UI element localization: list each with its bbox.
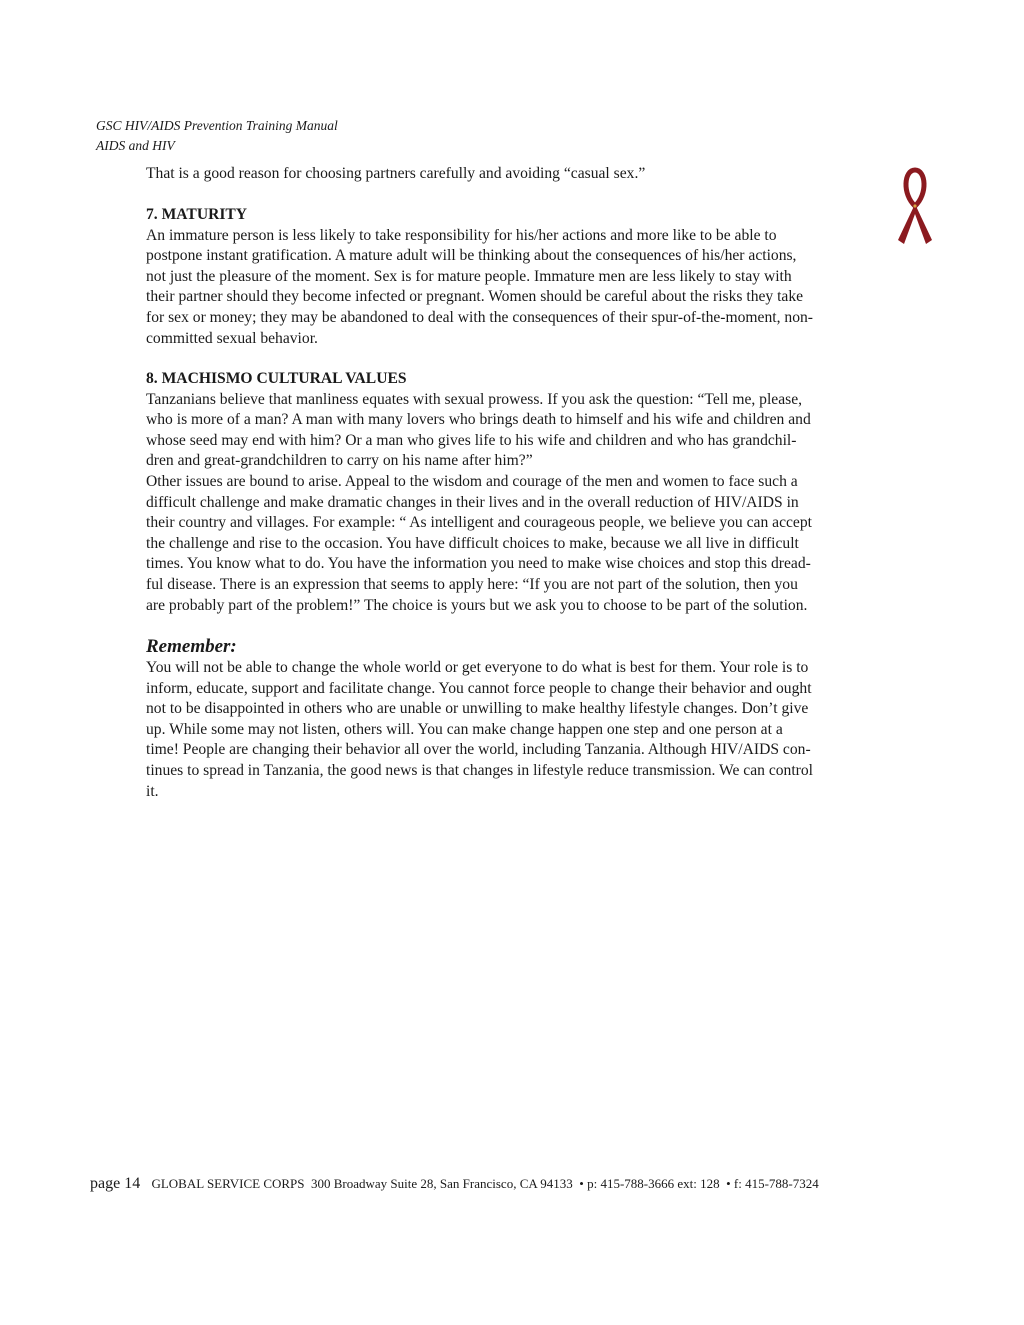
text-line: it. [146,782,159,800]
text-line: Other issues are bound to arise. Appeal to the wisdom and courage of the men and women to face such a [146,472,798,490]
intro-paragraph: That is a good reason for choosing partners carefully and avoiding “casual sex.” [146,165,646,182]
text-line: inform, educate, support and facilitate change. You cannot force people to change their behavior and ought [146,679,812,697]
running-header-chapter: AIDS and HIV [96,138,175,153]
text-line: whose seed may end with him? Or a man who gives life to his wife and children and who has grandchil- [146,431,797,449]
page-footer [90,1175,819,1193]
text-line: dren and great-grandchildren to carry on his name after him?” [146,452,533,470]
text-line: You will not be able to change the whole world or get everyone to do what is best for them. Your role is to [146,659,809,676]
section-machismo [146,369,886,616]
text-line: difficult challenge and make dramatic changes in their lives and in the overall reduction of HIV/AIDS in [146,493,799,511]
text-line: postpone instant gratification. A mature adult will be thinking about the consequences of his/her actions, [146,247,797,265]
text-line: An immature person is less likely to take responsibility for his/her actions and more like to be able to [146,226,777,244]
text-line: times. You know what to do. You have the information you need to make wise choices and stop this dread- [146,555,811,573]
text-line: the challenge and rise to the occasion. You have difficult choices to make, because we all live in difficult [146,534,799,552]
text-line: ful disease. There is an expression that seems to apply here: “If you are not part of the solution, then you [146,575,798,593]
text-line: their partner should they become infected or pregnant. Women should be careful about the risks they take [146,288,804,306]
text-line: committed sexual behavior. [146,329,318,347]
text-line: time! People are changing their behavior all over the world, including Tanzania. Although HIV/AIDS con- [146,741,811,759]
text-line: are probably part of the problem!” The choice is yours but we ask you to choose to be part of the solution. [146,596,808,614]
page-number: page 14 [90,1175,141,1192]
section-heading: 8. MACHISMO CULTURAL VALUES [146,370,407,387]
remember-heading: Remember: [146,636,237,657]
section-heading: 7. MATURITY [146,206,248,223]
text-line: up. While some may not listen, others will. You can make change happen one step and one person at a [146,720,783,738]
running-header-title: GSC HIV/AIDS Prevention Training Manual [96,118,338,133]
text-line: not to be disappointed in others who are unable or unwilling to make healthy lifestyle changes. Don’t give [146,700,809,718]
text-line: who is more of a man? A man with many lovers who brings death to himself and his wife and children and [146,411,811,429]
text-line: their country and villages. For example: “ As intelligent and courageous people, we believe you can accept [146,514,812,532]
text-line: tinues to spread in Tanzania, the good news is that changes in lifestyle reduce transmission. We can control [146,761,813,779]
text-line: not just the pleasure of the moment. Sex is for mature people. Immature men are less likely to stay with [146,267,792,285]
footer-contact: GLOBAL SERVICE CORPS 300 Broadway Suite 28, San Francisco, CA 94133 • p: 415-788-3666 ext: 128 • f: 415-788-7324 [151,1176,819,1191]
text-line: for sex or money; they may be abandoned to deal with the consequences of their spur-of-the-moment, non- [146,308,813,326]
text-line: Tanzanians believe that manliness equates with sexual prowess. If you ask the question: “Tell me, please, [146,390,803,408]
awareness-ribbon-icon [892,166,938,251]
remember-section [146,636,886,802]
section-maturity [146,205,886,349]
